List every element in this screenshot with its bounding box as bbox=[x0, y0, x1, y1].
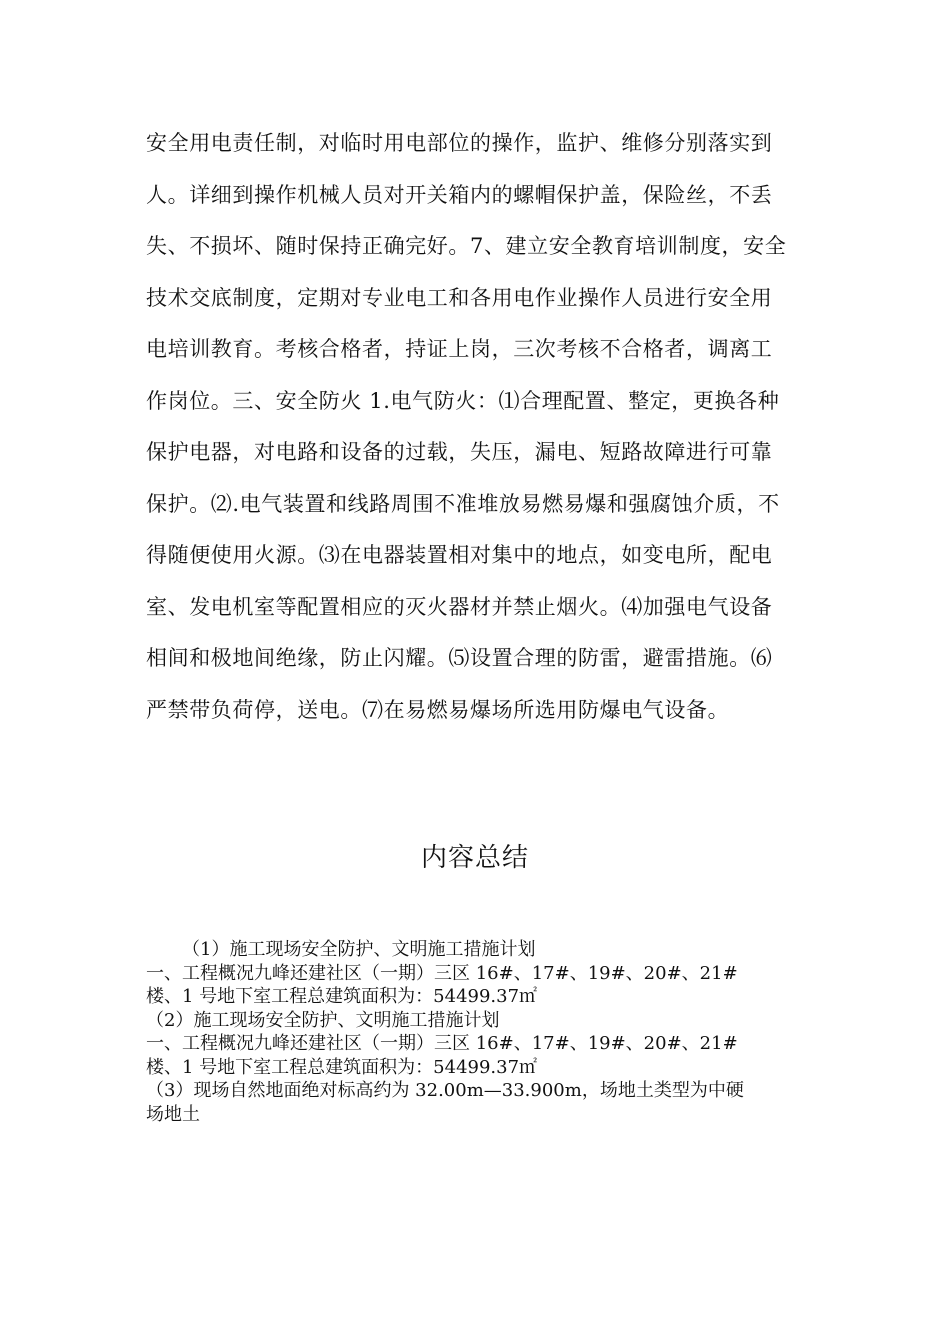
summary-line: 楼、1 号地下室工程总建筑面积为：54499.37㎡ bbox=[146, 1056, 538, 1078]
summary-line: （3）现场自然地面绝对标高约为 32.00m—33.900m，场地土类型为中硬 bbox=[146, 1080, 744, 1101]
body-paragraph bbox=[146, 118, 810, 736]
summary-line: 楼、1 号地下室工程总建筑面积为：54499.37㎡ bbox=[146, 986, 538, 1007]
summary-line: 一、工程概况九峰还建社区（一期）三区 16#、17#、19#、20#、21# bbox=[146, 1033, 738, 1054]
body-line: 技术交底制度，定期对专业电工和各用电作业操作人员进行安全用 bbox=[146, 285, 773, 310]
summary-line: 场地土 bbox=[146, 1103, 200, 1125]
summary-line: （2）施工现场安全防护、文明施工措施计划 bbox=[146, 1009, 500, 1031]
summary-title: 内容总结 bbox=[420, 843, 529, 873]
summary-line: （1）施工现场安全防护、文明施工措施计划 bbox=[182, 939, 536, 960]
body-line: 电培训教育。考核合格者，持证上岗，三次考核不合格者，调离工 bbox=[146, 337, 773, 361]
body-line: 室、发电机室等配置相应的灭火器材并禁止烟火。⑷加强电气设备 bbox=[146, 594, 773, 619]
body-line: 严禁带负荷停，送电。⑺在易燃易爆场所选用防爆电气设备。 bbox=[146, 697, 730, 722]
body-line: 人。详细到操作机械人员对开关箱内的螺帽保护盖，保险丝，不丢 bbox=[146, 182, 773, 207]
body-line: 得随便使用火源。⑶在电器装置相对集中的地点，如变电所，配电 bbox=[146, 543, 773, 567]
body-line: 安全用电责任制，对临时用电部位的操作，监护、维修分别落实到 bbox=[146, 131, 773, 155]
body-line: 保护。⑵.电气装置和线路周围不准堆放易燃易爆和强腐蚀介质，不 bbox=[146, 491, 780, 516]
body-line: 失、不损坏、随时保持正确完好。7、建立安全教育培训制度，安全 bbox=[146, 234, 787, 258]
body-line: 作岗位。三、安全防火 1.电气防火：⑴合理配置、整定，更换各种 bbox=[146, 388, 780, 413]
body-line: 保护电器，对电路和设备的过载，失压，漏电、短路故障进行可靠 bbox=[146, 440, 773, 464]
summary-line: 一、工程概况九峰还建社区（一期）三区 16#、17#、19#、20#、21# bbox=[146, 962, 738, 984]
summary-block bbox=[146, 938, 826, 1126]
body-line: 相间和极地间绝缘，防止闪耀。⑸设置合理的防雷，避雷措施。⑹ bbox=[146, 646, 773, 670]
